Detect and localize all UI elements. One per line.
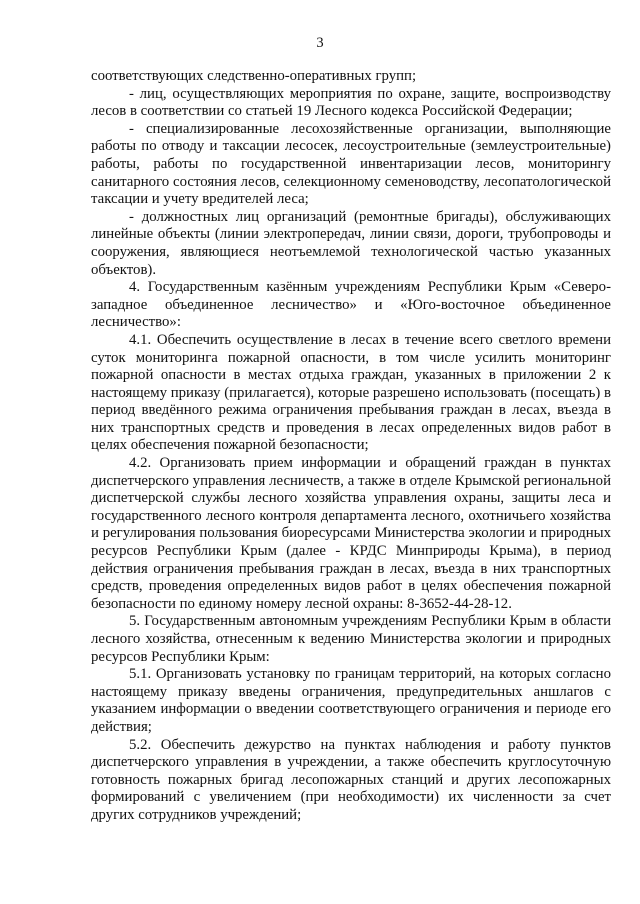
document-body — [91, 68, 611, 825]
paragraph: 5. Государственным автономным учреждениям Республики Крым в области лесного хозяйства, отнесенным к ведению Министерства экологии и природных ресурсов Республики Крым: — [91, 613, 611, 665]
paragraph: - лиц, осуществляющих мероприятия по охране, защите, воспроизводству лесов в соответствии со статьей 19 Лесного кодекса Российской Федерации; — [91, 85, 611, 120]
paragraph: 4. Государственным казённым учреждениям Республики Крым «Северо-западное объединенное лесничество» и «Юго-восточное объединенное лесничество»: — [91, 279, 611, 331]
paragraph: - специализированные лесохозяйственные организации, выполняющие работы по отводу и таксации лесосек, лесоустроительные (землеустроительные) работы, работы по государственной инвентаризации лесов, мониторингу санитарного состояния лесов, селекционному семеноводству, лесопатологической таксации и учету вредителей леса; — [91, 120, 611, 208]
paragraph: 4.1. Обеспечить осуществление в лесах в течение всего светлого времени суток мониторинга пожарной опасности, в том числе усилить мониторинг пожарной опасности в местах отдыха граждан, указанных в приложении 2 к настоящему приказу (прилагается), которые разрешено использовать (посещать) в период введённого режима ограничения пребывания граждан в лесах, въезда в них транспортных средств и проведения в лесах определенных видов работ в целях обеспечения пожарной безопасности; — [91, 331, 611, 454]
paragraph: соответствующих следственно-оперативных групп; — [91, 68, 417, 84]
paragraph: 5.1. Организовать установку по границам территорий, на которых согласно настоящему приказу введены ограничения, предупредительных аншлагов с указанием информации о введении соответствующего ограничения и периоде его действия; — [91, 666, 611, 735]
paragraph: 5.2. Обеспечить дежурство на пунктах наблюдения и работу пунктов диспетчерского управления в учреждении, а также обеспечить круглосуточную готовность пожарных бригад лесопожарных станций и других лесопожарных формирований с увеличением (при необходимости) их численности за счет других сотрудников учреждений; — [91, 736, 611, 823]
page-number: 3 — [316, 35, 324, 51]
paragraph: 4.2. Организовать прием информации и обращений граждан в пунктах диспетчерского управления лесничеств, а также в отделе Крымской региональной диспетчерской службы лесного хозяйства управления охраны, защиты леса и государственного лесного контроля департамента лесного, охотничьего хозяйства и регулирования пользования биоресурсами Министерства экологии и природных ресурсов Республики Крым (далее - КРДС Минприроды Крыма), в период действия ограничения пребывания граждан в лесах, въезда в них транспортных средств, проведения определенных видов работ в целях обеспечения пожарной безопасности по единому номеру лесной охраны: 8-3652-44-28-12. — [91, 455, 611, 612]
paragraph: - должностных лиц организаций (ремонтные бригады), обслуживающих линейные объекты (линии электропередач, линии связи, дороги, трубопроводы и сооружения, являющиеся неотъемлемой технологической частью указанных объектов). — [91, 208, 611, 278]
